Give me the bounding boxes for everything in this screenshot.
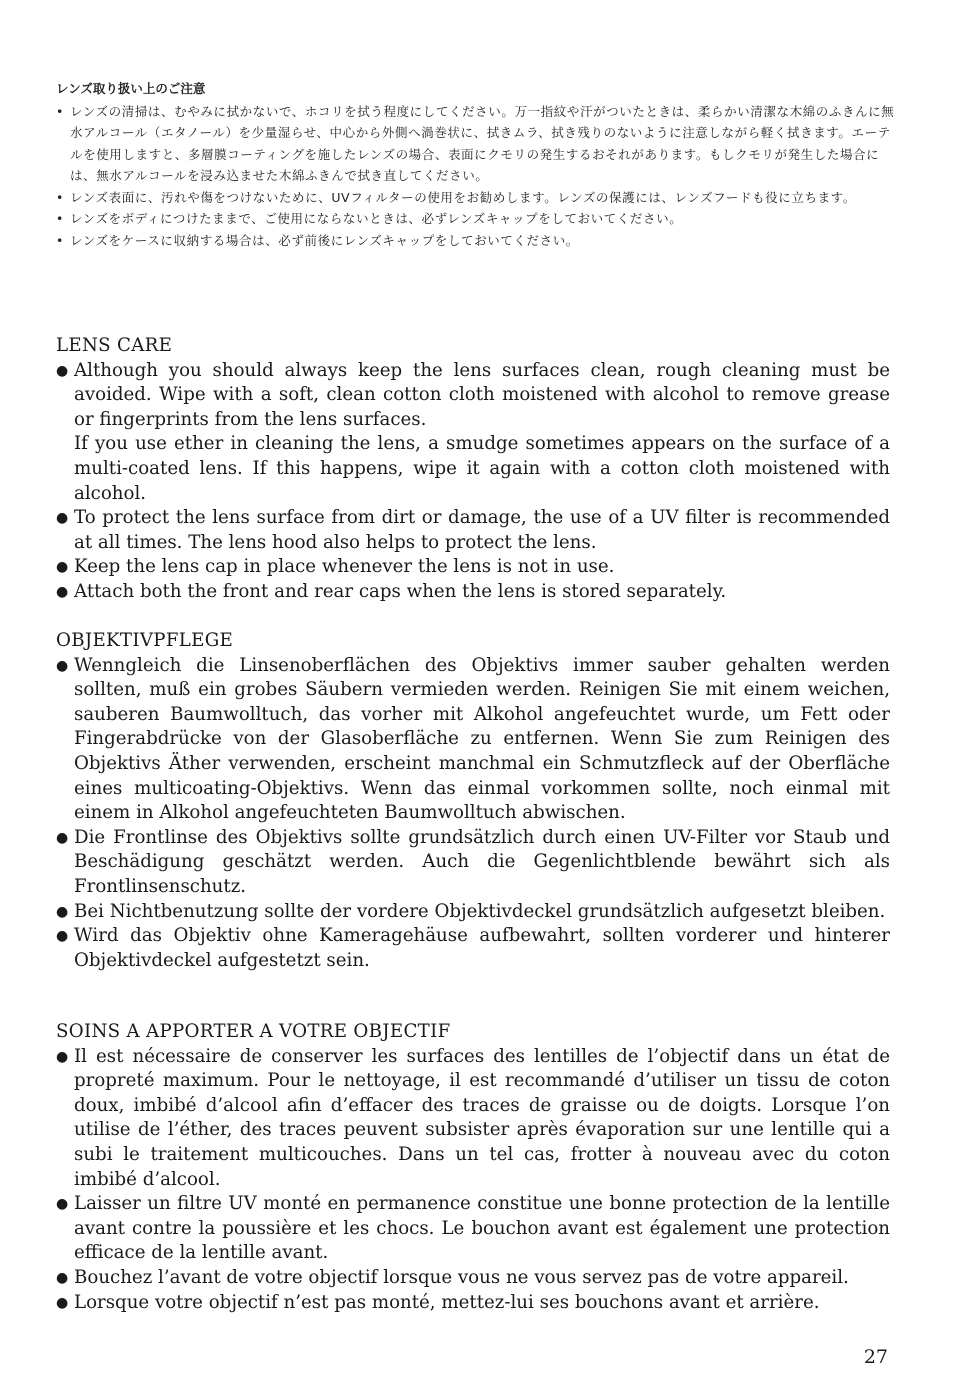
bullet-icon: ●	[56, 1294, 69, 1311]
french-item-4-text: Lorsque votre objectif n’est pas monté, mettez-lui ses bouchons avant et arrière.	[74, 1291, 820, 1313]
german-item-4-text: Wird das Objektiv ohne Kameragehäuse aufbewahrt, sollten vorderer und hinterer Objektivdeckel aufgestetzt sein.	[74, 925, 890, 971]
bullet-icon: ●	[56, 829, 69, 846]
bullet-icon: ●	[56, 903, 69, 920]
french-item-2	[56, 1192, 890, 1266]
bullet-icon: ●	[56, 362, 69, 379]
german-item-2-text: Die Frontlinse des Objektivs sollte grundsätzlich durch einen UV-Filter vor Staub und Beschädigung geschätzt werden. Auch die Gegenlichtblende bewährt sich als Frontlinsenschutz.	[74, 826, 890, 897]
english-section-title: LENS CARE	[56, 335, 173, 356]
bullet-icon: ●	[56, 1196, 69, 1213]
german-item-3	[56, 900, 890, 925]
english-item-2-text: To protect the lens surface from dirt or damage, the use of a UV filter is recommended at all times. The lens hood also helps to protect the lens.	[74, 507, 890, 553]
french-item-4	[56, 1291, 890, 1316]
french-item-1	[56, 1045, 890, 1193]
english-item-1	[56, 359, 890, 507]
japanese-item-2: • レンズ表面に、汚れや傷をつけないために、UVフィルターの使用をお勧めします。レンズの保護には、レンズフードも役に立ちます。	[56, 187, 896, 209]
english-item-3	[56, 555, 890, 580]
japanese-item-1: • レンズの清掃は、むやみに拭かないで、ホコリを拭う程度にしてください。万一指紋や汗がついたときは、柔らかい清潔な木綿のふきんに無水アルコール（エタノール）を少量湿らせ、中心から外側へ渦巻状に、拭きムラ、拭き残りのないように注意しながら軽く拭きます。エーテルを使用しますと、多層膜コーティングを施したレンズの場合、表面にクモリの発生するおそれがあります。もしクモリが発生した場合には、無水アルコールを浸み込ませた木綿ふきんで拭き直してください。	[56, 101, 896, 187]
french-section-title: SOINS A APPORTER A VOTRE OBJECTIF	[56, 1021, 451, 1042]
bullet-icon: ●	[56, 510, 69, 527]
page-number: 27	[863, 1346, 888, 1368]
bullet-icon: ●	[56, 1048, 69, 1065]
japanese-item-4: • レンズをケースに収納する場合は、必ず前後にレンズキャップをしておいてください。	[56, 230, 896, 252]
bullet-icon: ●	[56, 1269, 69, 1286]
german-item-1	[56, 654, 890, 826]
japanese-section-title: レンズ取り扱い上のご注意	[56, 81, 206, 96]
english-item-4-text: Attach both the front and rear caps when the lens is stored separately.	[74, 580, 727, 602]
german-item-1-text: Wenngleich die Linsenoberflächen des Objektivs immer sauber gehalten werden sollten, muß ein grobes Säubern vermieden werden. Reinigen Sie mit einem weichen, sauberen Baumwolltuch, das vorher mit Alkohol angefeuchtet wurde, um Fett oder Fingerabdrücke von der Glasoberfläche zu entfernen. Wenn Sie zum Reinigen des Objektivs Äther verwenden, erscheint manchmal ein Schmutzfleck auf der Oberfläche eines multicoating-Objektivs. Wenn das einmal vorkommen sollte, noch einmal mit einem in Alkohol angefeuchteten Baumwolltuch abwischen.	[74, 654, 890, 824]
bullet-icon: ●	[56, 583, 69, 600]
english-section	[56, 334, 890, 605]
german-section	[56, 629, 890, 973]
french-item-1-text: Il est nécessaire de conserver les surfaces des lentilles de l’objectif dans un état de propreté maximum. Pour le nettoyage, il est recommandé d’utiliser un tissu de coton doux, imbibé d’alcool afin d’effacer des traces de graisse ou de doigts. Lorsque l’on utilise de l’éther, des traces peuvent subsister après évaporation sur une lentille qui a subi le traitement multicouches. Dans un tel cas, frotter à nouveau avec du coton imbibé d’alcool.	[74, 1045, 890, 1190]
english-item-3-text: Keep the lens cap in place whenever the lens is not in use.	[74, 556, 615, 578]
english-item-1-text: Although you should always keep the lens surfaces clean, rough cleaning must be avoided. Wipe with a soft, clean cotton cloth moistened with alcohol to remove grease or fingerprints from the lens surfaces.	[74, 359, 890, 430]
german-section-title: OBJEKTIVPFLEGE	[56, 630, 234, 651]
french-item-2-text: Laisser un filtre UV monté en permanence constitue une bonne protection de la lentille avant contre la poussière et les chocs. Le bouchon avant est également une protection efficace de la lentille avant.	[74, 1193, 890, 1264]
french-item-3	[56, 1266, 890, 1291]
german-item-2	[56, 826, 890, 900]
english-item-1-text-2: If you use ether in cleaning the lens, a smudge sometimes appears on the surface of a multi-coated lens. If this happens, wipe it again with a cotton cloth moistened with alcohol.	[74, 433, 890, 504]
french-item-3-text: Bouchez l’avant de votre objectif lorsque vous ne vous servez pas de votre appareil.	[74, 1266, 849, 1288]
bullet-icon: ●	[56, 928, 69, 945]
japanese-item-3: • レンズをボディにつけたままで、ご使用にならないときは、必ずレンズキャップをしておいてください。	[56, 208, 896, 230]
bullet-icon: ●	[56, 657, 69, 674]
german-item-4	[56, 924, 890, 973]
french-section	[56, 1020, 890, 1315]
bullet-icon: ●	[56, 559, 69, 576]
japanese-section	[56, 78, 896, 251]
english-item-4	[56, 580, 890, 605]
english-item-2	[56, 506, 890, 555]
german-item-3-text: Bei Nichtbenutzung sollte der vordere Objektivdeckel grundsätzlich aufgesetzt bleiben.	[74, 900, 886, 922]
